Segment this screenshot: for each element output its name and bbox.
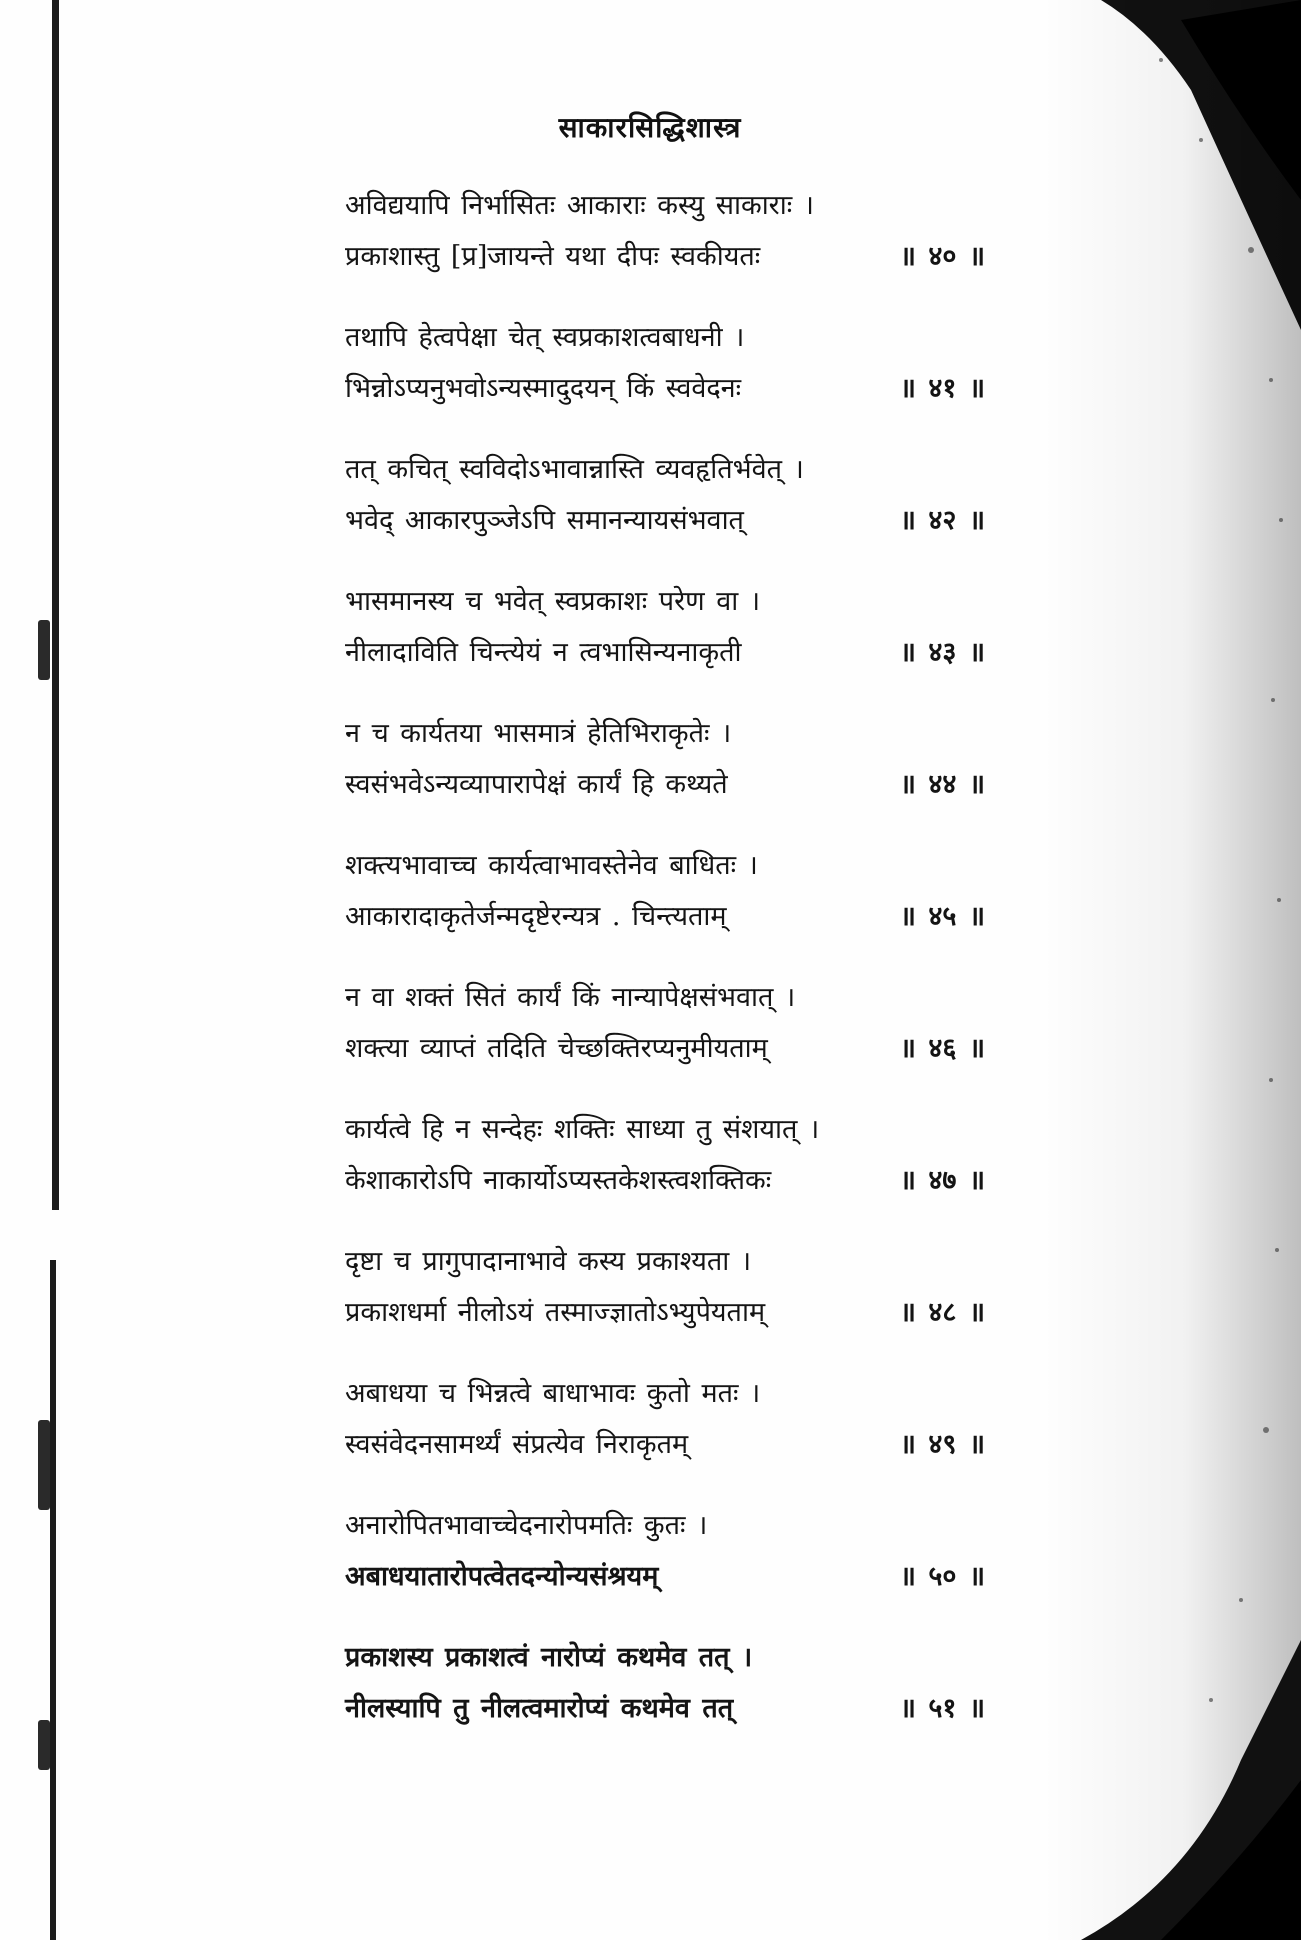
- verse-line: [345, 581, 985, 622]
- verse: [345, 713, 985, 805]
- verse: [345, 1373, 985, 1465]
- verse-number: ॥ ४२ ॥: [899, 505, 985, 536]
- binding-mark: [38, 620, 50, 680]
- verse-line: [345, 368, 985, 409]
- verse-text: शक्त्यभावाच्च कार्यत्वाभावस्तेनेव बाधितः ।: [345, 850, 758, 881]
- verse-text: अबाधयातारोपत्वेतदन्योन्यसंश्रयम्: [345, 1561, 659, 1592]
- verse-line: [345, 185, 985, 226]
- verse: [345, 317, 985, 409]
- verse-line: [345, 1373, 985, 1414]
- verse-text: तथापि हेत्वपेक्षा चेत् स्वप्रकाशत्वबाधनी ।: [345, 322, 745, 353]
- binding-mark: [38, 1720, 50, 1770]
- verse-text: स्वसंवेदनसामर्थ्यं संप्रत्येव निराकृतम्: [345, 1429, 689, 1460]
- verse-text: भवेद् आकारपुञ्जेऽपि समानन्यायसंभवात्: [345, 505, 744, 536]
- verse-text: प्रकाशस्य प्रकाशत्वं नारोप्यं कथमेव तत् ।: [345, 1642, 753, 1673]
- verse: [345, 1241, 985, 1333]
- verse-line: [345, 1028, 985, 1069]
- verse-number: ॥ ४६ ॥: [899, 1033, 985, 1064]
- verse-line: [345, 977, 985, 1018]
- verse-line: [345, 1637, 985, 1678]
- verse-text: केशाकारोऽपि नाकार्योऽप्यस्तकेशस्त्वशक्तिकः: [345, 1165, 772, 1196]
- verse-text: अबाधया च भिन्नत्वे बाधाभावः कुतो मतः ।: [345, 1378, 761, 1409]
- verse-text: अविद्ययापि निर्भासितः आकाराः कस्यु साकाराः ।: [345, 190, 814, 221]
- verse-text: अनारोपितभावाच्चेदनारोपमतिः कुतः ।: [345, 1510, 708, 1541]
- binding-mark: [38, 1420, 50, 1510]
- verse-list: [345, 185, 985, 1769]
- verse-line: [345, 713, 985, 754]
- verse-number: ॥ ४१ ॥: [899, 373, 985, 404]
- verse: [345, 185, 985, 277]
- verse: [345, 449, 985, 541]
- verse-text: शक्त्या व्याप्तं तदिति चेच्छक्तिरप्यनुमीयताम्: [345, 1033, 768, 1064]
- verse: [345, 845, 985, 937]
- verse-text: नीलस्यापि तु नीलत्वमारोप्यं कथमेव तत्: [345, 1693, 734, 1724]
- verse-number: ॥ ४९ ॥: [899, 1429, 985, 1460]
- verse-text: आकारादाकृतेर्जन्मदृष्टेरन्यत्र . चिन्त्यताम्: [345, 901, 727, 932]
- verse-line: [345, 1505, 985, 1546]
- binding-edge-lower: [50, 1260, 56, 1940]
- verse-line: [345, 896, 985, 937]
- verse: [345, 1109, 985, 1201]
- verse-line: [345, 500, 985, 541]
- verse-text: स्वसंभवेऽन्यव्यापारापेक्षं कार्यं हि कथ्यते: [345, 769, 728, 800]
- binding-edge: [52, 0, 59, 1210]
- verse-line: [345, 1556, 985, 1597]
- verse-line: [345, 1160, 985, 1201]
- verse-number: ॥ ४० ॥: [899, 241, 985, 272]
- verse-text: भिन्नोऽप्यनुभवोऽन्यस्मादुदयन् किं स्ववेदनः: [345, 373, 742, 404]
- verse: [345, 977, 985, 1069]
- verse-text: कार्यत्वे हि न सन्देहः शक्तिः साध्या तु संशयात् ।: [345, 1114, 820, 1145]
- verse-line: [345, 1424, 985, 1465]
- verse-text: भासमानस्य च भवेत् स्वप्रकाशः परेण वा ।: [345, 586, 761, 617]
- verse-number: ॥ ५१ ॥: [899, 1693, 985, 1724]
- scan-shadow: [1041, 0, 1301, 1940]
- verse-line: [345, 317, 985, 358]
- verse-text: न वा शक्तं सितं कार्यं किं नान्यापेक्षसंभवात् ।: [345, 982, 796, 1013]
- verse-text: प्रकाशधर्मा नीलोऽयं तस्माज्ज्ञातोऽभ्युपेयताम्: [345, 1297, 766, 1328]
- verse-line: [345, 764, 985, 805]
- verse: [345, 1637, 985, 1729]
- verse-line: [345, 632, 985, 673]
- verse: [345, 1505, 985, 1597]
- verse-text: प्रकाशास्तु [प्र]जायन्ते यथा दीपः स्वकीयतः: [345, 241, 761, 272]
- page-header: साकारसिद्धिशास्त्र: [558, 111, 742, 144]
- verse-text: तत् कचित् स्वविदोऽभावान्नास्ति व्यवहृतिर्भवेत् ।: [345, 454, 804, 485]
- verse-line: [345, 236, 985, 277]
- verse: [345, 581, 985, 673]
- verse-line: [345, 449, 985, 490]
- verse-text: न च कार्यतया भासमात्रं हेतिभिराकृतेः ।: [345, 718, 732, 749]
- verse-number: ॥ ४३ ॥: [899, 637, 985, 668]
- verse-line: [345, 1109, 985, 1150]
- verse-number: ॥ ४५ ॥: [899, 901, 985, 932]
- verse-line: [345, 1241, 985, 1282]
- verse-number: ॥ ४८ ॥: [899, 1297, 985, 1328]
- verse-line: [345, 845, 985, 886]
- verse-line: [345, 1688, 985, 1729]
- verse-number: ॥ ५० ॥: [899, 1561, 985, 1592]
- verse-number: ॥ ४४ ॥: [899, 769, 985, 800]
- verse-number: ॥ ४७ ॥: [899, 1165, 985, 1196]
- verse-line: [345, 1292, 985, 1333]
- verse-text: नीलादाविति चिन्त्येयं न त्वभासिन्यनाकृती: [345, 637, 742, 668]
- verse-text: दृष्टा च प्रागुपादानाभावे कस्य प्रकाश्यता ।: [345, 1246, 752, 1277]
